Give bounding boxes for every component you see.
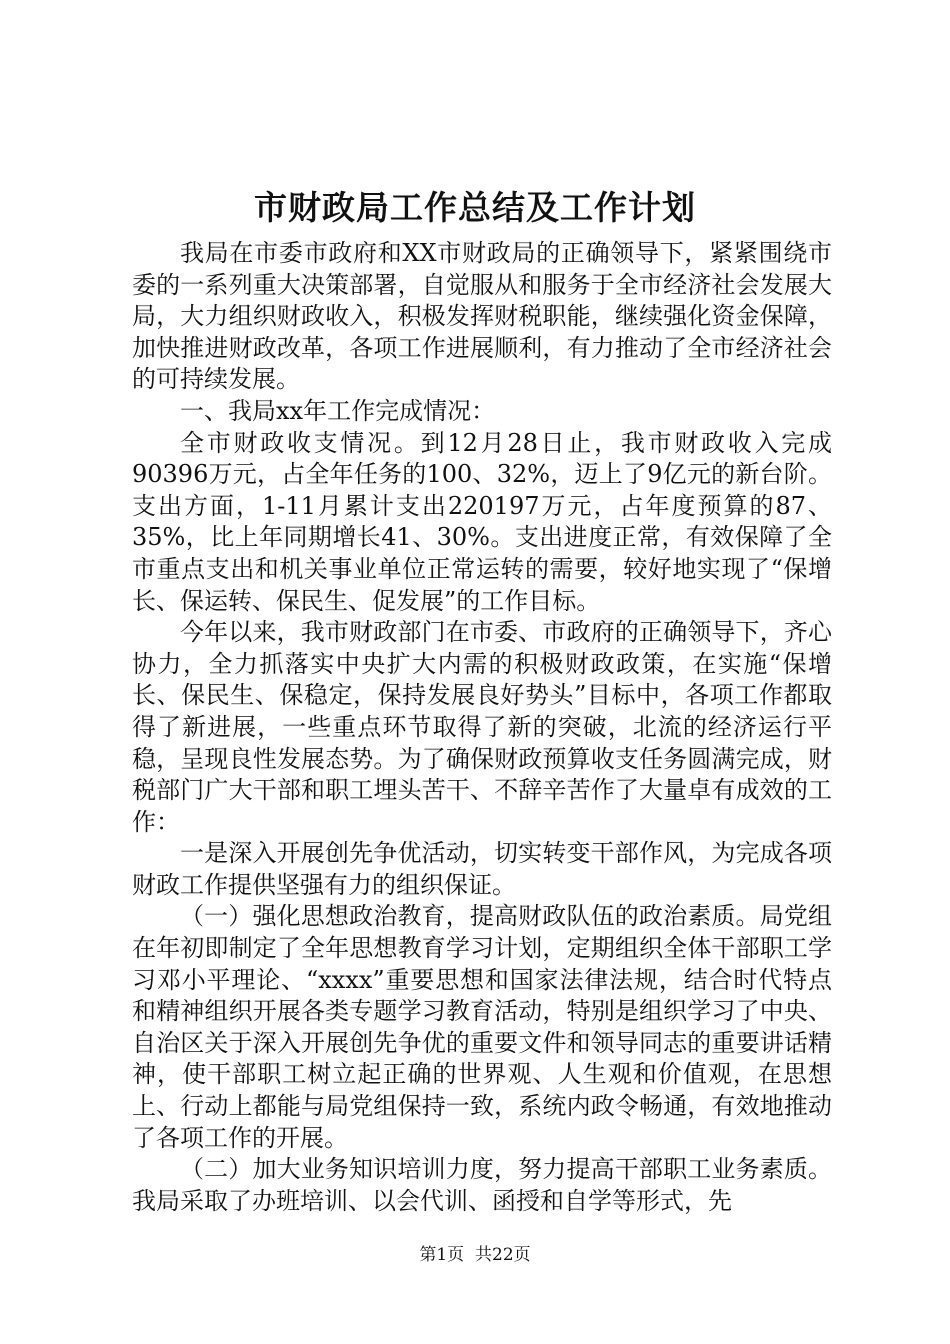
page-footer <box>0 1243 950 1267</box>
paragraph-revenue: 全市财政收支情况。到12月28日止，我市财政收入完成90396万元，占全年任务的100、32%，迈上了9亿元的新台阶。支出方面，1-11月累计支出220197万元，占年度预算的87、35%，比上年同期增长41、30%。支出进度正常，有效保障了全市重点支出和机关事业单位正常运转的需要，较好地实现了“保增长、保运转、保民生、促发展”的工作目标。 <box>132 428 832 615</box>
document-body <box>132 238 832 1217</box>
paragraph-subpoint-one: （一）强化思想政治教育，提高财政队伍的政治素质。局党组在年初即制定了全年思想教育学习计划，定期组织全体干部职工学习邓小平理论、“xxxx”重要思想和国家法律法规，结合时代特点和精神组织开展各类专题学习教育活动，特别是组织学习了中央、自治区关于深入开展创先争优的重要文件和领导同志的重要讲话精神，使干部职工树立起正确的世界观、人生观和价值观，在思想上、行动上都能与局党组保持一致，系统内政令畅通，有效地推动了各项工作的开展。 <box>132 902 832 1152</box>
paragraph-point-one: 一是深入开展创先争优活动，切实转变干部作风，为完成各项财政工作提供坚强有力的组织保证。 <box>132 839 832 899</box>
page-number: 第1页 <box>419 1245 465 1265</box>
paragraph-progress: 今年以来，我市财政部门在市委、市政府的正确领导下，齐心协力，全力抓落实中央扩大内需的积极财政政策，在实施“保增长、保民生、保稳定，保持发展良好势头”目标中，各项工作都取得了新进展，一些重点环节取得了新的突破，北流的经济运行平稳，呈现良性发展态势。为了确保财政预算收支任务圆满完成，财税部门广大干部和职工埋头苦干、不辞辛苦作了大量卓有成效的工作： <box>132 618 832 836</box>
paragraph-intro: 我局在市委市政府和XX市财政局的正确领导下，紧紧围绕市委的一系列重大决策部署，自觉服从和服务于全市经济社会发展大局，大力组织财政收入，积极发挥财税职能，继续强化资金保障，加快推进财政改革，各项工作进展顺利，有力推动了全市经济社会的可持续发展。 <box>132 239 832 394</box>
section-heading: 一、我局xx年工作完成情况： <box>180 396 496 425</box>
document-title: 市财政局工作总结及工作计划 <box>254 188 696 227</box>
paragraph-subpoint-two: （二）加大业务知识培训力度，努力提高干部职工业务素质。我局采取了办班培训、以会代训、函授和自学等形式，先 <box>132 1155 832 1215</box>
page-total: 共22页 <box>475 1245 531 1265</box>
